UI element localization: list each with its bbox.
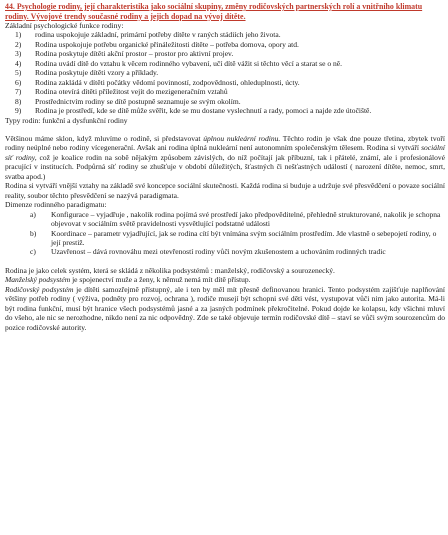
item-text: Rodina uspokojuje potřebu organické přináležitosti dítěte – potřeba domova, opory atd. [35,39,299,49]
item-number: 3) [15,49,22,59]
text-run: Většinou máme sklon, když mluvíme o rodině, si představovat [5,133,204,143]
list-item [5,78,445,87]
list-item [5,210,445,229]
emphasis-term: sociální síť rodiny, [5,143,445,162]
item-text: Uzavřenost – dává rovnováhu mezi otevřeností rodiny vůči novým zkušenostem a uchováním rodinných tradic [51,247,386,257]
emphasis-term: Rodičovský podsystém [5,284,74,294]
item-number: 7) [15,87,22,97]
item-text: Rodina je prostředí, kde se dítě může svěřit, kde se mu dostane vyslechnutí a rady, pomoci a najde zde útočiště. [35,106,372,116]
item-text: Rodina poskytuje dítěti vzory a příklady. [35,68,159,78]
item-number: 2) [15,39,22,49]
item-text: rodina uspokojuje základní, primární potřeby dítěte v raných stádiích jeho života. [35,30,281,40]
list-item [5,247,445,256]
spacer [5,257,445,266]
item-text: Prostřednictvím rodiny se dítě postupně seznamuje se svým okolím. [35,96,241,106]
list-item [5,106,445,115]
spacer [5,125,445,134]
list-item [5,229,445,248]
paragraph-parental [5,285,445,332]
item-letter: c) [30,247,36,257]
item-text: Koordinace – parametr vyjadřující, jak se rodina cítí být vnímána svým sociálním prostředím. Jde vlastně o sebepojetí rodiny, o její prestiž. [51,228,437,247]
item-letter: a) [30,209,36,219]
document-page [5,0,445,332]
list-item [5,59,445,68]
emphasis-term: Manželský podsystém [5,275,71,285]
functions-title: Základní psychologické funkce rodiny: [5,21,124,30]
document-heading: 44. Psychologie rodiny, její charakteristika jako sociální skupiny, změny rodičovských partnerských rolí a vnitřního klimatu rodiny. Vývojové trendy současné rodiny a jejich dopad na vývoj dítěte. [5,2,423,21]
dimensions-list [5,210,445,257]
paradigm-title: Dimenze rodinného paradigmatu: [5,200,107,210]
paragraph-marital [5,275,445,284]
item-text: Rodina zakládá v dítěti počátky vědomí povinností, zodpovědnosti, ohleduplnosti, úcty. [35,77,300,87]
types-line: Typy rodin: funkční a dysfunkční rodiny [5,115,128,125]
item-text: Konfigurace – vyjadřuje , nakolik rodina pojímá své prostředí jako předpověditelné, přehledně strukturované, nakolik je schopna objevovat v sociálním světě pravidelnosti vysvětlující podstatné události [51,209,441,229]
item-text: Rodina uvádí dítě do vztahu k věcem rodinného vybavení, učí dítě vážit si těchto věcí a starat se o ně. [35,58,343,68]
list-item [5,87,445,96]
item-number: 5) [15,68,22,78]
functions-list [5,30,445,115]
paragraph-subsystems: Rodina je jako celek systém, která se skládá z několika podsystémů : manželský, rodičovský a sourozenecký. [5,265,335,275]
text-run: Těchto rodin je však dne pouze třetina, zbytek tvoří rodiny neúplné nebo rodiny vícegenerační. Avšak ani rodina úplná nukleární není autonomním společenským tělesem. Rodina si vytváří [5,133,445,153]
item-letter: b) [30,228,37,238]
list-item [5,30,445,39]
paragraph-paradigm: Rodina si vytváří vnější vztahy na základě své koncepce sociální skutečnosti. Každá rodina si buduje a udržuje své přesvědčení o povaze sociální reality, soubor těchto přesvědčení se nazývá paradigmata. [5,181,445,200]
text-run: je spojenectví muže a ženy, k němuž nemá mít dítě přístup. [70,275,251,285]
paragraph-nuclear-family [5,134,445,181]
item-number: 8) [15,96,22,106]
item-number: 1) [15,30,22,40]
item-text: Rodina poskytuje dítěti akční prostor – prostor pro aktivní projev. [35,49,234,59]
item-number: 9) [15,106,22,116]
item-number: 4) [15,58,22,68]
item-text: Rodina otevírá dítěti příležitost vejít do mezigeneračním vztahů [35,87,228,97]
text-run: je dítěti samozřejmě přístupný, ale i ten by měl mít přesně definovanou hranici. Tento podsystém zajišťuje naplňování většiny potřeb rodiny ( výživa, podněty pro rozvoj, ochrana ), rodiče musejí být schopni své děti vést, vystupovat vůči nim jako autorita. Má-li být rodina funkční, musí být hranice všech podsystémů jasné a za jasných podmínek překročitelné. Pokud dojde ke kolapsu, kdy všichni mluví do všeho, ale nic se nerozhodne, nikdo není za nic odpovědný. Zde se také objevuje termín rodičovské dítě – staví se vůči svým sourozencům do pozice rodičovské autority. [5,284,445,332]
list-item [5,49,445,58]
emphasis-term: úplnou nukleární rodinu. [203,133,281,143]
list-item [5,97,445,106]
text-run: což je koalice rodin na sobě nějakým způsobem závislých, do níž počítají jak příbuzní, tak i přátelé, známí, ale i profesionálové pracující v institucích. Podpůrná síť rodiny se zhušťuje v období důležitých, šťastných či nešťastných událostí ( narození dítěte, nemoc, smrt, svatba apod.) [5,152,446,181]
list-item [5,40,445,49]
item-number: 6) [15,77,22,87]
list-item [5,68,445,77]
